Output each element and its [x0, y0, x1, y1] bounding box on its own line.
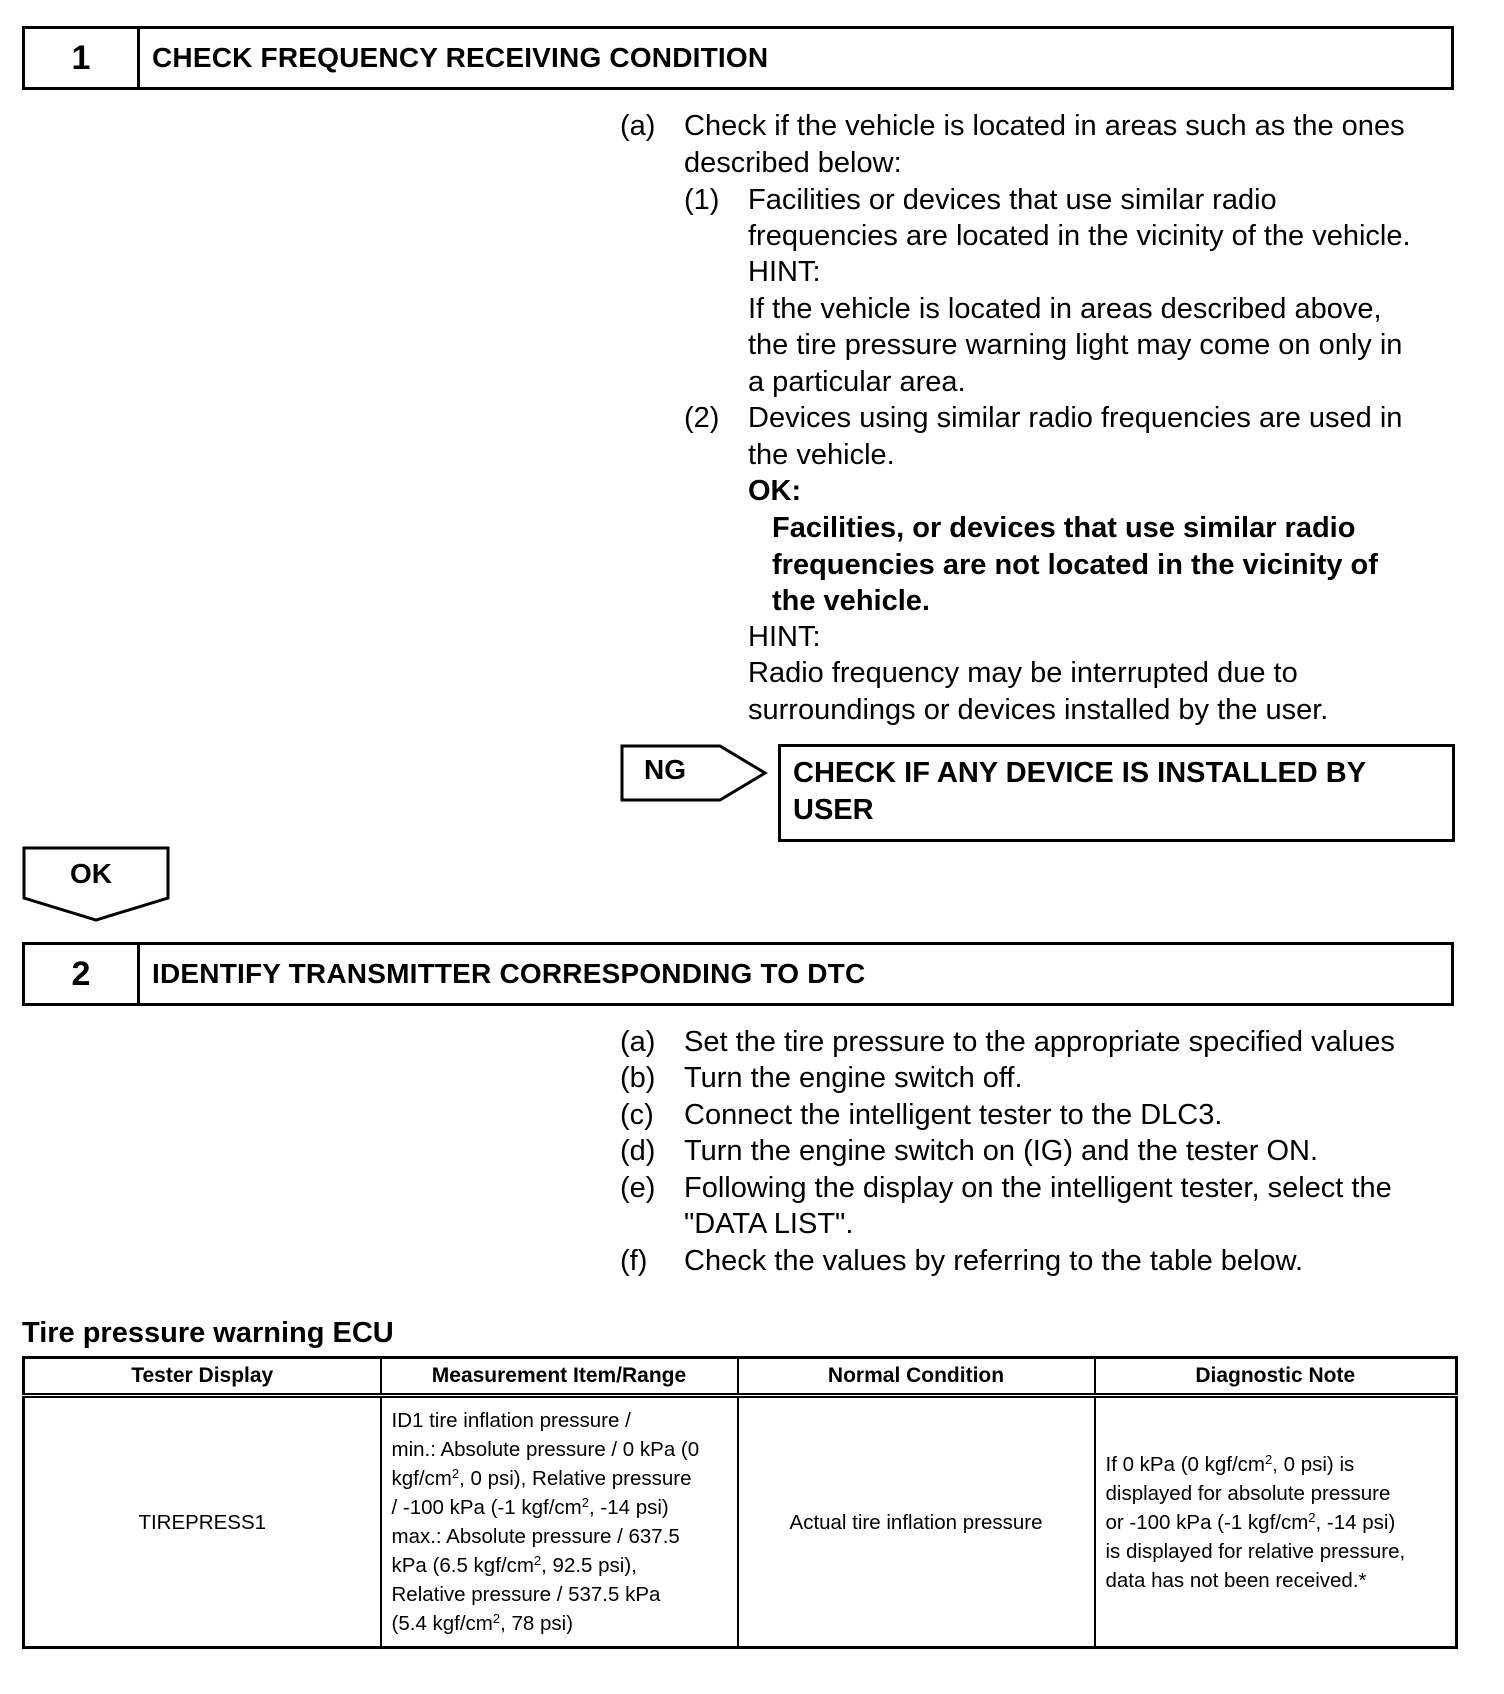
instruction-text: Check if the vehicle is located in areas such as the ones: [684, 110, 1405, 142]
instruction-text: "DATA LIST".: [684, 1208, 854, 1240]
step-1-header: [22, 26, 1454, 90]
instruction-text: Turn the engine switch on (IG) and the tester ON.: [684, 1135, 1319, 1167]
column-header: Tester Display: [24, 1358, 381, 1396]
list-marker: (e): [620, 1172, 656, 1204]
measurement-cell: [381, 1396, 738, 1648]
ok-condition-text: the vehicle.: [772, 585, 930, 617]
cell-line: displayed for absolute pressure: [1105, 1481, 1391, 1505]
tester-display-cell: TIREPRESS1: [24, 1396, 381, 1648]
list-marker: (b): [620, 1062, 656, 1094]
ecu-data-table: [22, 1356, 1458, 1649]
hint-text: surroundings or devices installed by the user.: [748, 694, 1329, 726]
column-header: Diagnostic Note: [1095, 1358, 1457, 1396]
instruction-text: Devices using similar radio frequencies are used in: [748, 402, 1403, 434]
ok-branch-arrow: [22, 846, 170, 922]
hint-text: If the vehicle is located in areas described above,: [748, 293, 1382, 325]
column-header: Measurement Item/Range: [381, 1358, 738, 1396]
step-number: 1: [25, 29, 140, 87]
ng-label: NG: [644, 754, 686, 785]
diagnostic-note-cell: [1095, 1396, 1457, 1648]
ok-label: OK: [70, 858, 112, 889]
ok-label: OK:: [748, 475, 802, 507]
instruction-text: Set the tire pressure to the appropriate specified values: [684, 1026, 1395, 1058]
ok-condition-text: frequencies are not located in the vicinity of: [772, 549, 1378, 581]
hint-label: HINT:: [748, 621, 821, 653]
cell-line: kPa (6.5 kgf/$cm^2$, 92.5 psi),: [391, 1553, 637, 1577]
instruction-text: described below:: [684, 147, 902, 179]
cell-line: If 0 kPa (0 kgf/$cm^2$, 0 psi) is: [1105, 1451, 1355, 1476]
ng-result-box: [778, 744, 1455, 842]
instruction-text: the vehicle.: [748, 439, 895, 471]
ng-result-text: CHECK IF ANY DEVICE IS INSTALLED BY: [793, 757, 1367, 789]
cell-line: Relative pressure / 537.5 kPa: [391, 1583, 661, 1606]
table-row: [24, 1396, 1457, 1648]
list-marker: (1): [684, 184, 720, 216]
instruction-text: Following the display on the intelligent tester, select the: [684, 1172, 1392, 1204]
normal-condition-cell: Actual tire inflation pressure: [738, 1396, 1095, 1648]
instruction-text: Connect the intelligent tester to the DLC3.: [684, 1099, 1223, 1131]
hint-text: Radio frequency may be interrupted due to: [748, 657, 1298, 689]
hint-text: a particular area.: [748, 366, 966, 398]
hint-text: the tire pressure warning light may come on only in: [748, 329, 1403, 361]
cell-line: or -100 kPa (-1 kgf/$cm^2$, -14 psi): [1105, 1509, 1396, 1534]
ok-condition-text: Facilities, or devices that use similar radio: [772, 512, 1356, 544]
cell-line: kgf/$cm^2$, 0 psi), Relative pressure: [391, 1466, 692, 1490]
cell-line: data has not been received.*: [1105, 1568, 1367, 1592]
instruction-text: Check the values by referring to the table below.: [684, 1245, 1304, 1277]
cell-line: is displayed for relative pressure,: [1105, 1539, 1406, 1563]
step-2-header: [22, 942, 1454, 1006]
ng-result-text: USER: [793, 794, 874, 826]
hint-label: HINT:: [748, 256, 821, 288]
step-title: IDENTIFY TRANSMITTER CORRESPONDING TO DTC: [152, 958, 866, 989]
cell-line: / -100 kPa (-1 kgf/$cm^2$, -14 psi): [391, 1495, 669, 1519]
list-marker: (d): [620, 1135, 656, 1167]
ng-branch-arrow: [620, 744, 768, 802]
instruction-text: Turn the engine switch off.: [684, 1062, 1023, 1094]
instruction-text: Facilities or devices that use similar radio: [748, 184, 1277, 216]
list-marker: (a): [620, 110, 656, 142]
table-title: Tire pressure warning ECU: [22, 1317, 394, 1349]
step-title: CHECK FREQUENCY RECEIVING CONDITION: [152, 42, 769, 73]
column-header: Normal Condition: [738, 1358, 1095, 1396]
cell-line: max.: Absolute pressure / 637.5: [391, 1525, 680, 1548]
step-number: 2: [25, 945, 140, 1003]
list-marker: (f): [620, 1245, 648, 1277]
cell-line: ID1 tire inflation pressure /: [391, 1409, 631, 1432]
list-marker: (c): [620, 1099, 654, 1131]
list-marker: (a): [620, 1026, 656, 1058]
table-header-row: [24, 1358, 1457, 1396]
list-marker: (2): [684, 402, 720, 434]
cell-line: min.: Absolute pressure / 0 kPa (0: [391, 1438, 700, 1461]
cell-line: (5.4 kgf/$cm^2$, 78 psi): [391, 1611, 574, 1635]
ng-arrow-icon: [620, 744, 768, 802]
instruction-text: frequencies are located in the vicinity of the vehicle.: [748, 220, 1411, 252]
